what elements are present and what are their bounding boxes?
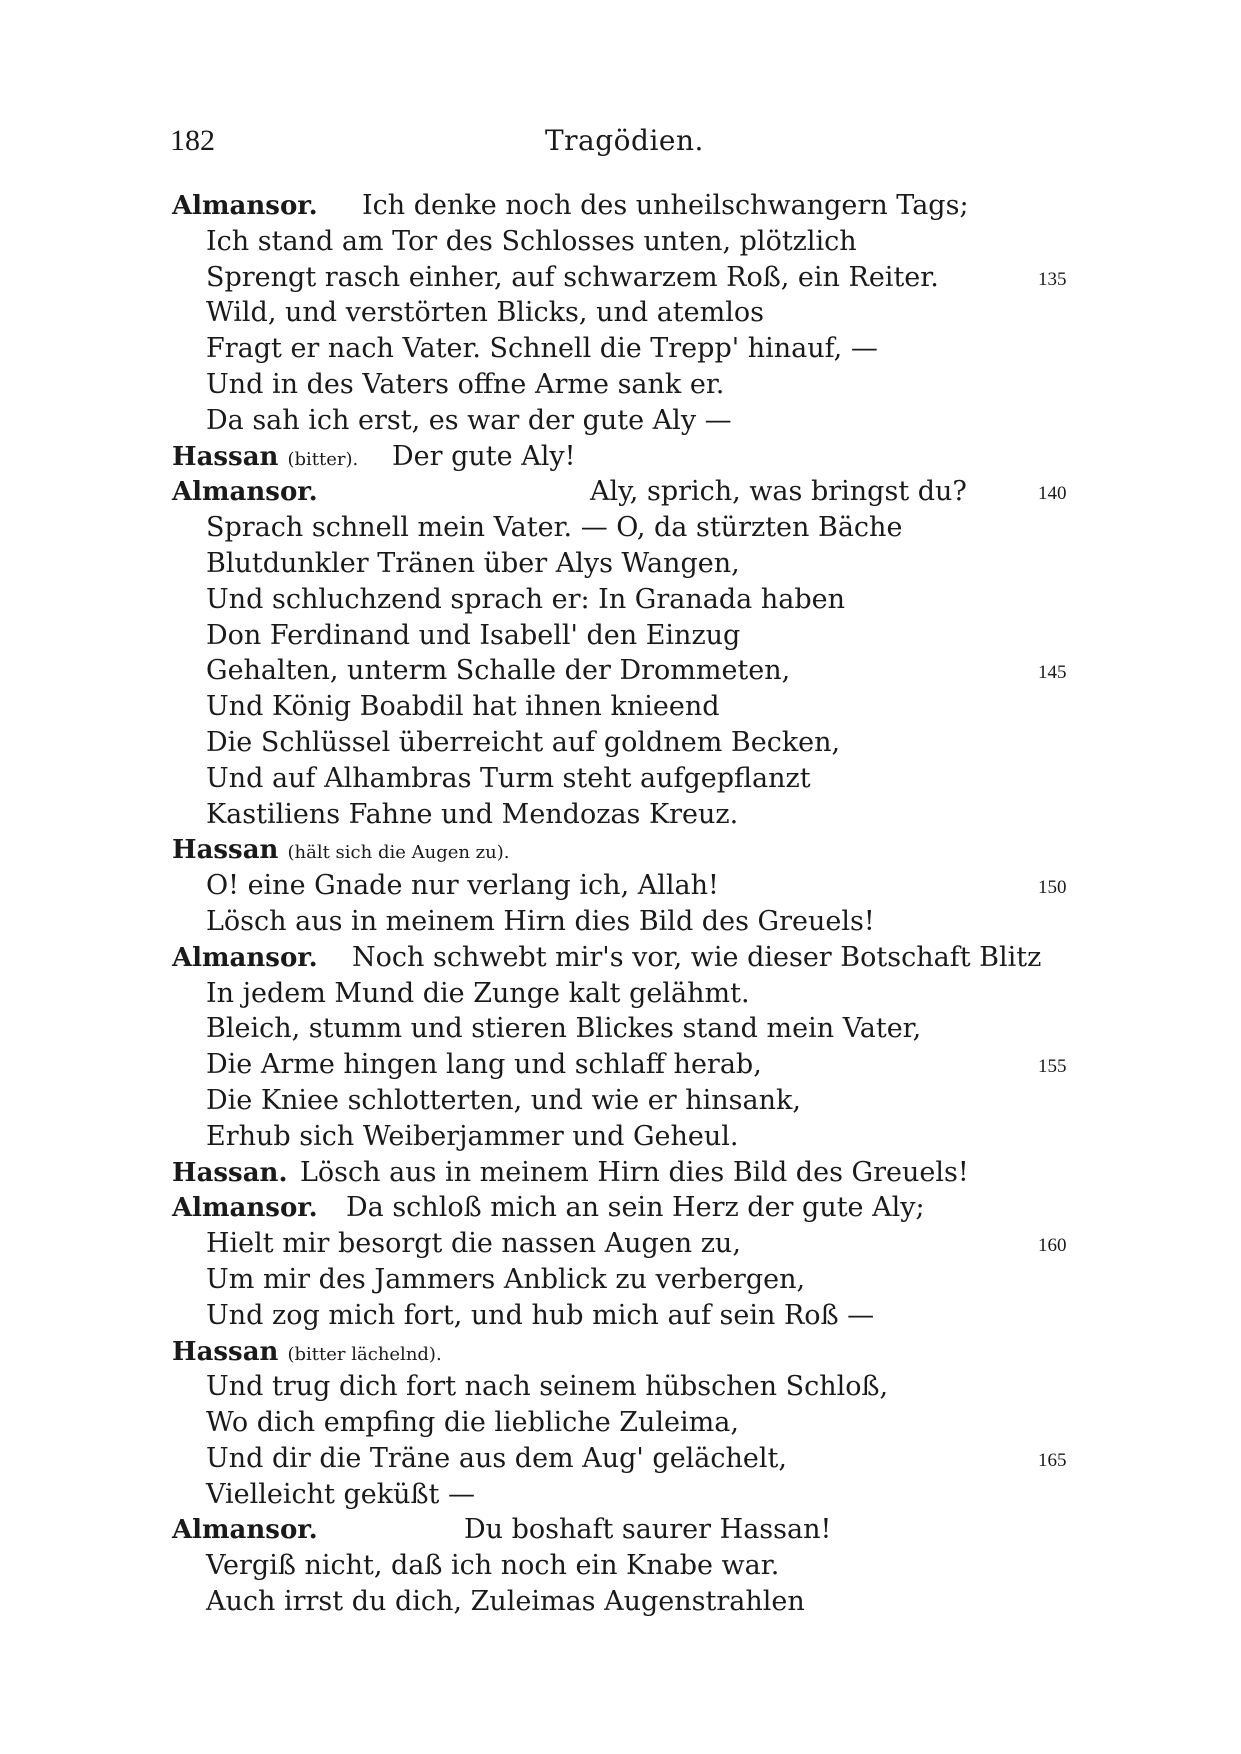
verse-text-line: Hielt mir besorgt die nassen Augen zu,	[206, 1228, 741, 1260]
speaker-name: Hassan.	[172, 1157, 288, 1188]
verse-line	[0, 1548, 1241, 1584]
verse-line	[0, 1512, 1241, 1548]
verse-text-line: Und zog mich fort, und hub mich auf sein Roß —	[206, 1299, 875, 1331]
verse-text-line: Du boshaft saurer Hassan!	[464, 1514, 832, 1546]
verse-line	[0, 1011, 1241, 1047]
stage-direction: (hält sich die Augen zu).	[287, 842, 510, 864]
verse-text-line: Gehalten, unterm Schalle der Drommeten,	[206, 655, 791, 687]
verse-text-line: O! eine Gnade nur verlang ich, Allah!	[206, 870, 719, 902]
speaker-name: Almansor.	[172, 1193, 318, 1224]
verse-line	[0, 1584, 1241, 1620]
speaker-name: Almansor.	[172, 1515, 318, 1546]
verse-text-line: In jedem Mund die Zunge kalt gelähmt.	[206, 977, 750, 1009]
verse-text-line: Lösch aus in meinem Hirn dies Bild des Greuels!	[206, 905, 875, 937]
speaker-name: Almansor.	[172, 191, 318, 221]
verse-text	[0, 188, 1241, 1620]
verse-line	[0, 1083, 1241, 1119]
verse-text-line: Um mir des Jammers Anblick zu verbergen,	[206, 1263, 806, 1295]
verse-line	[0, 868, 1241, 904]
verse-text-line: Bleich, stumm und stieren Blickes stand mein Vater,	[206, 1013, 922, 1045]
verse-line	[0, 653, 1241, 689]
verse-text-line: Und König Boabdil hat ihnen knieend	[206, 691, 720, 723]
verse-line	[0, 761, 1241, 797]
verse-line	[0, 1262, 1241, 1298]
line-number: 135	[1038, 268, 1067, 290]
verse-line	[0, 331, 1241, 367]
verse-line	[0, 797, 1241, 833]
verse-text-line: Und auf Alhambras Turm steht aufgepflanzt	[206, 762, 811, 794]
verse-line	[0, 1441, 1241, 1477]
speaker-label: Hassan	[172, 1336, 279, 1367]
speaker-name: Almansor.	[172, 477, 318, 508]
verse-line	[0, 725, 1241, 761]
verse-text-line: Vielleicht geküßt —	[206, 1478, 475, 1510]
verse-text-line: Die Schlüssel überreicht auf goldnem Becken,	[206, 726, 841, 758]
verse-text-line: Lösch aus in meinem Hirn dies Bild des Greuels!	[300, 1156, 969, 1188]
verse-line	[0, 1190, 1241, 1226]
verse-line	[0, 904, 1241, 940]
verse-line	[0, 1477, 1241, 1513]
verse-text-line: Und in des Vaters offne Arme sank er.	[206, 368, 725, 400]
line-number: 160	[1038, 1235, 1067, 1257]
speaker-label: Hassan	[172, 441, 279, 472]
stage-direction: (bitter lächelnd).	[287, 1343, 442, 1365]
verse-text-line: Wild, und verstörten Blicks, und atemlos	[206, 297, 764, 329]
line-number: 165	[1038, 1449, 1067, 1471]
verse-text-line: Ich stand am Tor des Schlosses unten, plötzlich	[206, 225, 857, 257]
verse-line	[0, 976, 1241, 1012]
verse-text-line: Erhub sich Weiberjammer und Geheul.	[206, 1120, 739, 1152]
verse-text-line: Blutdunkler Tränen über Alys Wangen,	[206, 547, 740, 579]
verse-line	[0, 260, 1241, 296]
verse-text-line: Auch irrst du dich, Zuleimas Augenstrahlen	[206, 1586, 805, 1618]
verse-line	[0, 439, 1241, 475]
speaker-label: Hassan	[172, 835, 279, 866]
verse-line	[0, 1369, 1241, 1405]
verse-text-line: Die Arme hingen lang und schlaff herab,	[206, 1049, 762, 1081]
verse-text-line: Und dir die Träne aus dem Aug' gelächelt,	[206, 1442, 787, 1474]
line-number: 155	[1038, 1056, 1067, 1078]
line-number: 140	[1038, 483, 1067, 505]
verse-text-line: Die Kniee schlotterten, und wie er hinsank,	[206, 1084, 801, 1116]
verse-line	[0, 224, 1241, 260]
verse-text-line: Don Ferdinand und Isabell' den Einzug	[206, 619, 741, 651]
stage-direction: (bitter).	[287, 448, 359, 470]
verse-text-line: Aly, sprich, was bringst du?	[590, 476, 967, 508]
line-number: 150	[1038, 877, 1067, 899]
page-number: 182	[170, 124, 215, 157]
verse-line	[0, 188, 1241, 224]
verse-text-line: Noch schwebt mir's vor, wie dieser Botschaft Blitz	[352, 941, 1042, 973]
verse-line	[0, 1226, 1241, 1262]
verse-text-line: Und schluchzend sprach er: In Granada haben	[206, 583, 845, 615]
verse-line	[0, 1155, 1241, 1191]
verse-line	[0, 940, 1241, 976]
verse-text-line: Sprach schnell mein Vater. — O, da stürzten Bäche	[206, 512, 903, 544]
verse-text-line: Kastiliens Fahne und Mendozas Kreuz.	[206, 798, 739, 830]
verse-line	[0, 1405, 1241, 1441]
verse-line	[0, 474, 1241, 510]
verse-text-line: Da schloß mich an sein Herz der gute Aly;	[346, 1192, 925, 1224]
verse-line	[0, 295, 1241, 331]
verse-line	[0, 1119, 1241, 1155]
verse-line	[0, 1047, 1241, 1083]
verse-line	[0, 403, 1241, 439]
verse-line	[0, 367, 1241, 403]
verse-line	[0, 546, 1241, 582]
verse-text-line: Und trug dich fort nach seinem hübschen Schloß,	[206, 1371, 889, 1403]
verse-text-line: Fragt er nach Vater. Schnell die Trepp' hinauf, —	[206, 333, 878, 365]
verse-text-line: Vergiß nicht, daß ich noch ein Knabe war.	[206, 1550, 780, 1582]
verse-line	[0, 689, 1241, 725]
verse-text-line: Der gute Aly!	[392, 440, 576, 472]
line-number: 145	[1038, 662, 1067, 684]
page-header	[0, 124, 1241, 164]
speaker-name	[172, 439, 358, 478]
verse-line	[0, 618, 1241, 654]
verse-text-line: Da sah ich erst, es war der gute Aly —	[206, 404, 732, 436]
running-title: Tragödien.	[545, 124, 704, 157]
verse-text-line: Sprengt rasch einher, auf schwarzem Roß, ein Reiter.	[206, 261, 939, 293]
verse-line	[0, 582, 1241, 618]
verse-text-line: Wo dich empfing die liebliche Zuleima,	[206, 1407, 739, 1439]
verse-line	[0, 510, 1241, 546]
verse-line	[0, 832, 1241, 868]
verse-line	[0, 1298, 1241, 1334]
verse-line	[0, 1334, 1241, 1370]
verse-text-line: Ich denke noch des unheilschwangern Tags;	[362, 190, 969, 221]
speaker-name: Almansor.	[172, 942, 318, 973]
speaker-name	[172, 832, 510, 871]
speaker-name	[172, 1334, 442, 1373]
